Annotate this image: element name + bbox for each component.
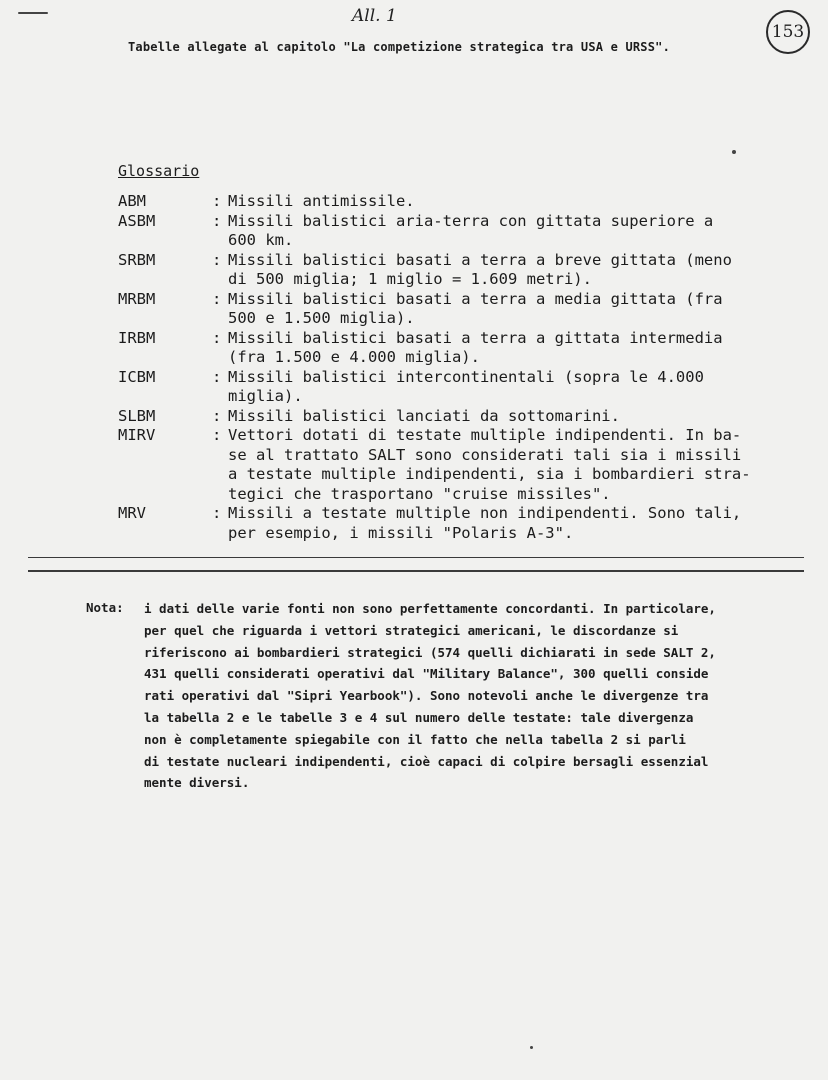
glossary-definition [228,290,778,329]
definition-line: Missili balistici basati a terra a gittata intermedia [228,328,723,347]
glossary-entry [118,368,778,407]
glossary-entry [118,407,778,427]
glossary-colon: : [212,250,222,269]
glossary-definition [228,368,778,407]
glossary-entry [118,192,778,212]
document-header: Tabelle allegate al capitolo "La competizione strategica tra USA e URSS". [128,40,670,54]
definition-line: a testate multiple indipendenti, sia i bombardieri stra- [228,465,751,483]
ink-speck [530,1046,533,1049]
glossary-definition [228,251,778,290]
definition-line: Missili balistici intercontinentali (sopra le 4.000 [228,367,704,386]
definition-line: di 500 miglia; 1 miglio = 1.609 metri). [228,270,592,288]
definition-line: Vettori dotati di testate multiple indipendenti. In ba- [228,426,742,444]
glossary-definition [228,192,778,212]
glossary-entry [118,212,778,251]
glossary-entry [118,426,778,504]
glossary-colon: : [212,289,222,308]
definition-line: se al trattato SALT sono considerati tali sia i missili [228,445,742,464]
glossary-list [118,192,778,543]
definition-line: tegici che trasportano "cruise missiles". [228,484,611,503]
ink-speck [732,150,736,154]
nota-line: non è completamente spiegabile con il fatto che nella tabella 2 si parli [144,731,686,747]
definition-line: (fra 1.500 e 4.000 miglia). [228,348,480,366]
definition-line: Missili balistici aria-terra con gittata superiore a [228,211,714,230]
glossary-colon: : [212,328,222,347]
nota-line: rati operativi dal "Sipri Yearbook"). Sono notevoli anche le divergenze tra [144,688,709,704]
glossary-entry [118,251,778,290]
page-number-stamp: 153 [766,10,810,54]
glossary-definition [228,407,778,427]
definition-line: Missili antimissile. [228,192,415,210]
glossary-colon: : [212,211,222,230]
glossary-definition [228,426,778,504]
nota-line: di testate nucleari indipendenti, cioè capaci di colpire bersagli essenzial [144,753,709,769]
nota-paragraph [144,598,800,794]
glossary-abbreviation: IRBM [118,328,156,347]
glossary-colon: : [212,367,222,386]
definition-line: Missili a testate multiple non indipendenti. Sono tali, [228,504,742,522]
nota-label: Nota: [86,600,124,615]
definition-line: per esempio, i missili "Polaris A-3". [228,523,574,542]
glossary-definition [228,212,778,251]
definition-line: Missili balistici lanciati da sottomarini. [228,406,620,425]
glossary-abbreviation: ICBM [118,367,156,386]
nota-line: riferiscono ai bombardieri strategici (574 quelli dichiarati in sede SALT 2, [144,644,716,660]
glossary-colon: : [212,426,222,444]
nota-line: i dati delle varie fonti non sono perfettamente concordanti. In particolare, [144,601,716,616]
glossary-colon: : [212,504,222,522]
definition-line: 500 e 1.500 miglia). [228,309,415,327]
glossary-colon: : [212,406,222,425]
ink-speck [18,12,48,14]
glossary-abbreviation: SLBM [118,406,156,425]
definition-line: miglia). [228,387,303,405]
definition-line: Missili balistici basati a terra a media gittata (fra [228,289,723,308]
glossary-abbreviation: MIRV [118,426,156,444]
glossary-definition [228,329,778,368]
glossary-title: Glossario [118,162,200,180]
glossary-abbreviation: ABM [118,192,146,210]
glossary-entry [118,504,778,543]
glossary-entry [118,329,778,368]
glossary-abbreviation: ASBM [118,211,156,230]
nota-line: per quel che riguarda i vettori strategici americani, le discordanze si [144,622,679,638]
glossary-abbreviation: MRV [118,504,146,522]
handwritten-annotation: All. 1 [352,6,397,26]
glossary-abbreviation: MRBM [118,289,156,308]
glossary-entry [118,290,778,329]
glossary-colon: : [212,192,222,210]
divider-line [28,557,804,558]
divider-line [28,570,804,572]
definition-line: 600 km. [228,231,294,249]
definition-line: Missili balistici basati a terra a breve gittata (meno [228,250,732,269]
nota-line: la tabella 2 e le tabelle 3 e 4 sul numero delle testate: tale divergenza [144,709,694,725]
glossary-definition [228,504,778,543]
glossary-abbreviation: SRBM [118,250,156,269]
nota-line: 431 quelli considerati operativi dal "Military Balance", 300 quelli conside [144,666,709,682]
nota-line: mente diversi. [144,775,250,791]
